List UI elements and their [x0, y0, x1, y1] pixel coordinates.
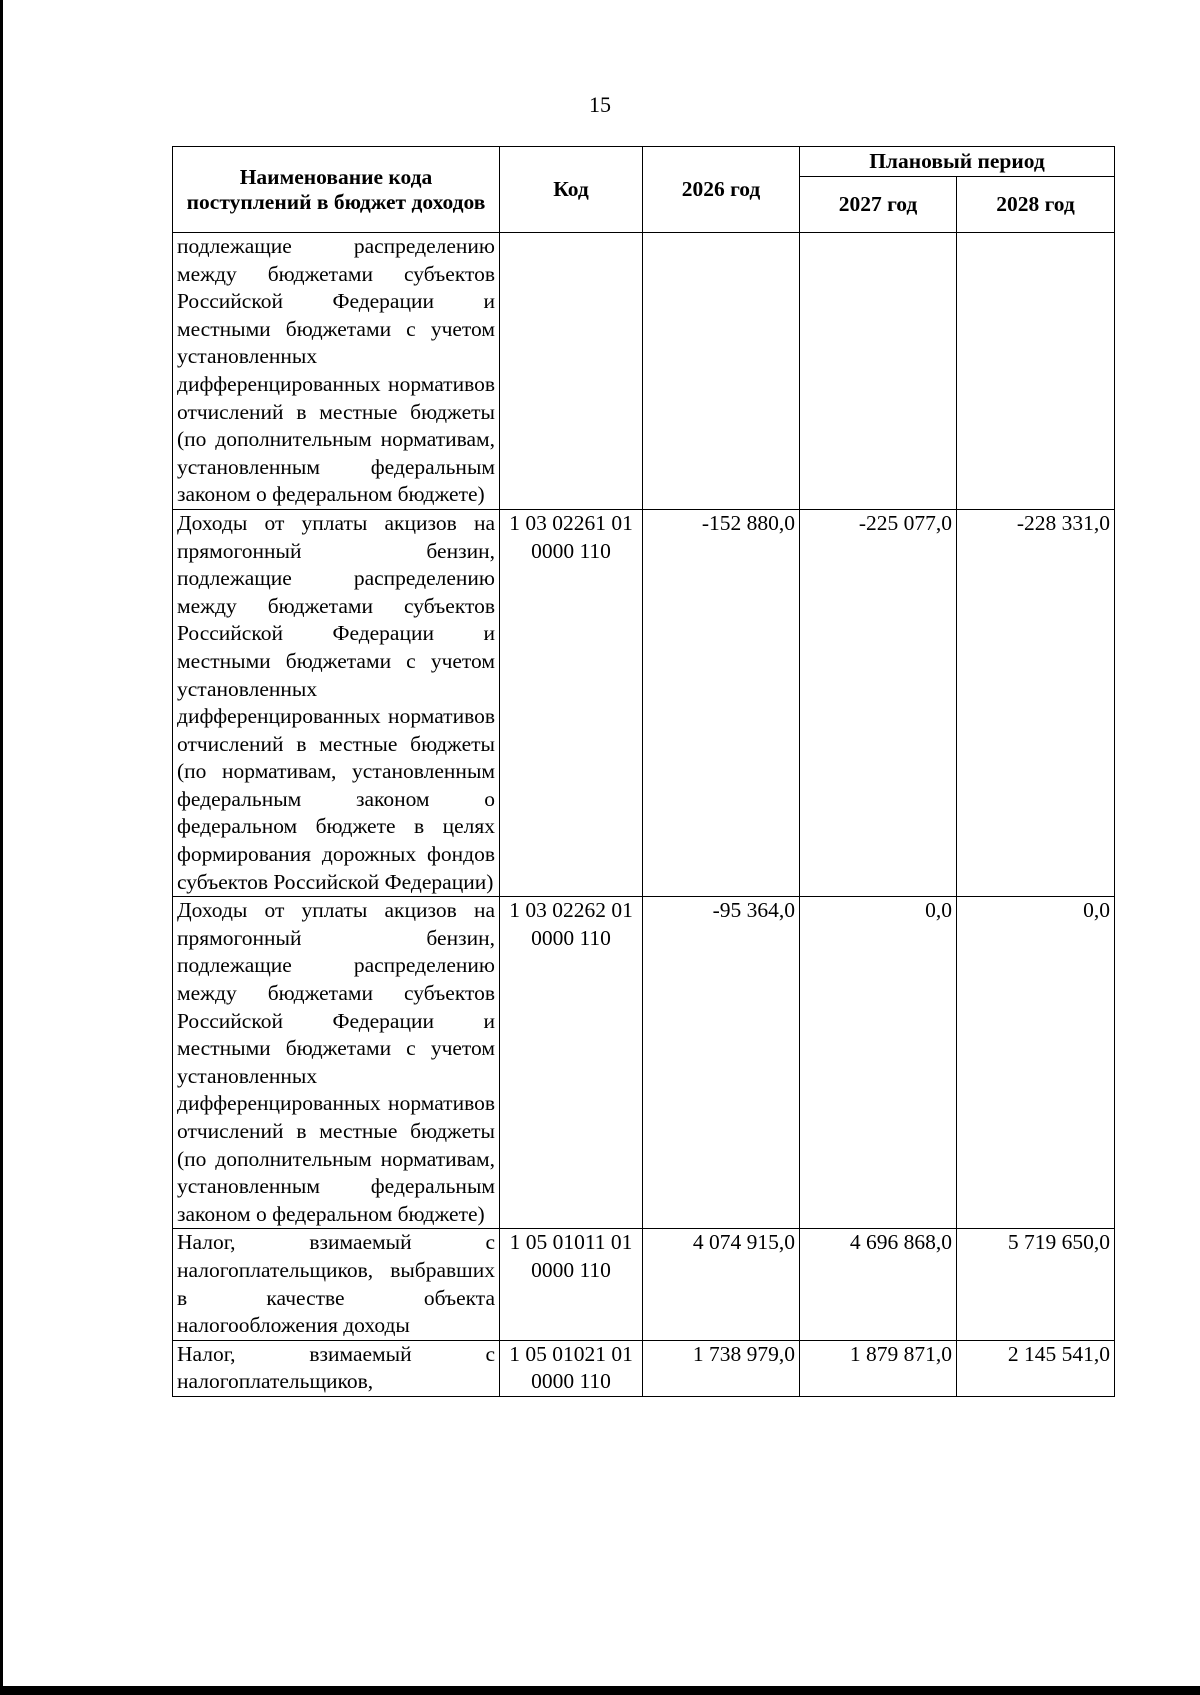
table-row: [173, 897, 1115, 1229]
row-2027: -225 077,0: [800, 509, 957, 896]
scan-bottom-edge: [0, 1686, 1200, 1695]
header-planning-period: Плановый период: [800, 147, 1115, 177]
row-name: Налог, взимаемый с налогоплательщиков,: [173, 1340, 500, 1396]
row-2028: 5 719 650,0: [957, 1229, 1115, 1340]
row-2026: -95 364,0: [643, 897, 800, 1229]
row-2026: 1 738 979,0: [643, 1340, 800, 1396]
row-code: 1 05 01021 01 0000 110: [500, 1340, 643, 1396]
row-code: 1 03 02262 01 0000 110: [500, 897, 643, 1229]
table-row: [173, 233, 1115, 510]
row-2027: [800, 233, 957, 510]
row-2028: 0,0: [957, 897, 1115, 1229]
row-code: [500, 233, 643, 510]
scan-left-edge: [0, 0, 3, 1695]
row-2027: 1 879 871,0: [800, 1340, 957, 1396]
header-code: Код: [500, 147, 643, 233]
row-name: подлежащие распределению между бюджетами субъектов Российской Федерации и местными бюджетами с учетом установленных дифференцированных нормативов отчислений в местные бюджеты (по дополнительным нормативам, установленным федеральным законом о федеральном бюджете): [173, 233, 500, 510]
row-name: Налог, взимаемый с налогоплательщиков, выбравших в качестве объекта налогообложения доходы: [173, 1229, 500, 1340]
table-row: [173, 1229, 1115, 1340]
row-code: 1 03 02261 01 0000 110: [500, 509, 643, 896]
row-2028: [957, 233, 1115, 510]
row-2027: 0,0: [800, 897, 957, 1229]
row-2028: 2 145 541,0: [957, 1340, 1115, 1396]
row-2026: 4 074 915,0: [643, 1229, 800, 1340]
table-row: [173, 509, 1115, 896]
table-row: [173, 1340, 1115, 1396]
row-2027: 4 696 868,0: [800, 1229, 957, 1340]
row-2026: [643, 233, 800, 510]
header-2028: 2028 год: [957, 177, 1115, 233]
row-2026: -152 880,0: [643, 509, 800, 896]
header-name: Наименование кода поступлений в бюджет доходов: [173, 147, 500, 233]
revenue-table: [172, 146, 1115, 1397]
page-number: 15: [589, 92, 611, 117]
header-2027: 2027 год: [800, 177, 957, 233]
row-name: Доходы от уплаты акцизов на прямогонный бензин, подлежащие распределению между бюджетами субъектов Российской Федерации и местными бюджетами с учетом установленных дифференцированных нормативов отчислений в местные бюджеты (по дополнительным нормативам, установленным федеральным законом о федеральном бюджете): [173, 897, 500, 1229]
header-2026: 2026 год: [643, 147, 800, 233]
row-code: 1 05 01011 01 0000 110: [500, 1229, 643, 1340]
row-2028: -228 331,0: [957, 509, 1115, 896]
row-name: Доходы от уплаты акцизов на прямогонный бензин, подлежащие распределению между бюджетами субъектов Российской Федерации и местными бюджетами с учетом установленных дифференцированных нормативов отчислений в местные бюджеты (по нормативам, установленным федеральным законом о федеральном бюджете в целях формирования дорожных фондов субъектов Российской Федерации): [173, 509, 500, 896]
